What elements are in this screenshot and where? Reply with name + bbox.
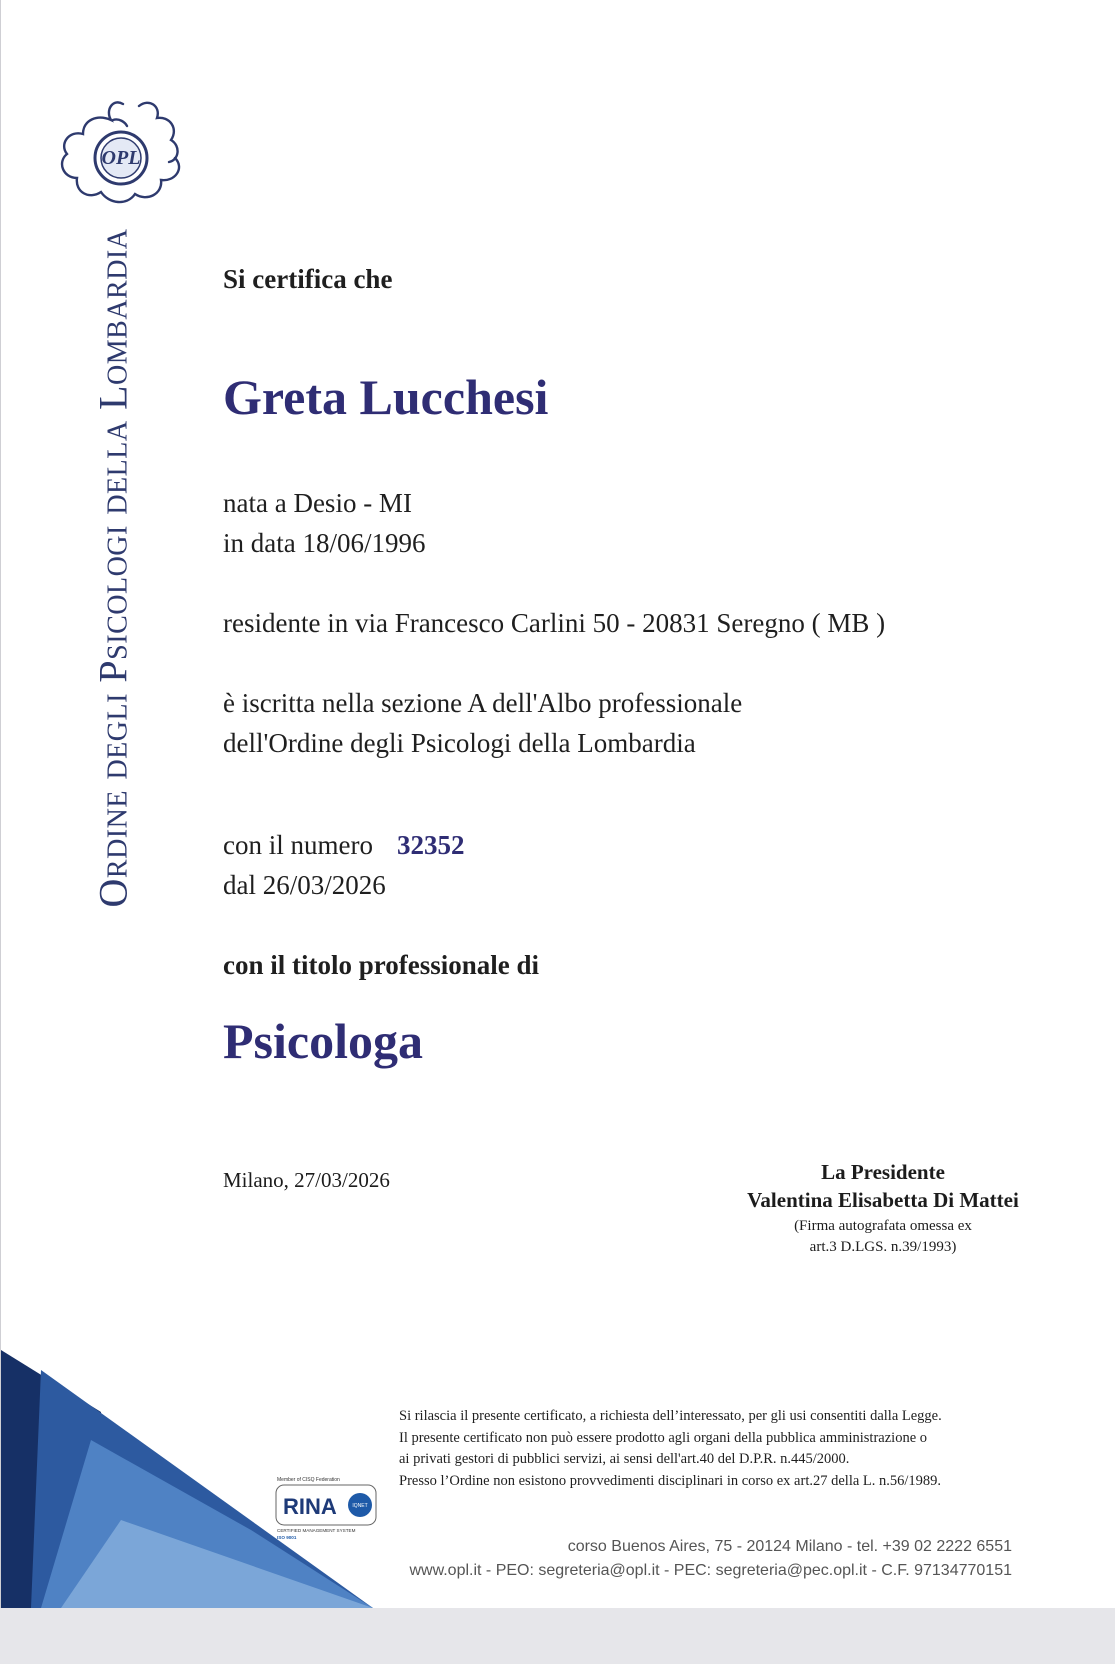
registration-line-1: è iscritta nella sezione A dell'Albo professionale xyxy=(223,688,743,718)
signatory-role: La Presidente xyxy=(821,1160,945,1184)
rina-standard: ISO 9001 xyxy=(277,1535,297,1540)
rina-certification-logo xyxy=(275,1474,379,1542)
logo-text: OPL xyxy=(101,147,141,169)
opl-logo-icon xyxy=(53,96,191,214)
professional-title: Psicologa xyxy=(223,1013,423,1069)
signature-block xyxy=(713,1158,1053,1258)
legal-note: Presso l’Ordine non esistono provvedimenti disciplinari in corso ex art.27 della L. n.56/1989. xyxy=(399,1472,942,1489)
birth-place: nata a Desio - MI xyxy=(223,488,412,518)
registration-line-2: dell'Ordine degli Psicologi della Lombardia xyxy=(223,728,696,758)
rina-mark: RINA xyxy=(283,1494,337,1519)
number-label: con il numero xyxy=(223,830,373,860)
registration-number: 32352 xyxy=(396,830,465,860)
legal-note: Il presente certificato non può essere prodotto agli organi della pubblica amministrazione o xyxy=(399,1429,928,1446)
rina-bottom-text: CERTIFIED MANAGEMENT SYSTEM xyxy=(277,1528,356,1533)
registration-since: dal 26/03/2026 xyxy=(223,870,386,900)
holder-name: Greta Lucchesi xyxy=(223,369,549,425)
place-date: Milano, 27/03/2026 xyxy=(223,1168,390,1192)
legal-note: Si rilascia il presente certificato, a richiesta dell’interessato, per gli usi consentiti dalla Legge. xyxy=(399,1408,942,1424)
number-row xyxy=(223,830,464,861)
address-line-1: corso Buenos Aires, 75 - 20124 Milano - tel. +39 02 2222 6551 xyxy=(567,1538,1012,1555)
signatory-name: Valentina Elisabetta Di Mattei xyxy=(747,1188,1019,1212)
legal-notes xyxy=(399,1406,1099,1492)
intro-text: Si certifica che xyxy=(223,264,393,294)
iqnet-badge: IQNET xyxy=(352,1503,368,1509)
title-label: con il titolo professionale di xyxy=(223,950,540,980)
birth-date: in data 18/06/1996 xyxy=(223,528,426,558)
rina-top-text: Member of CISQ Federation xyxy=(277,1477,340,1483)
legal-note: ai privati gestori di pubblici servizi, ai sensi dell'art.40 del D.P.R. n.445/2000. xyxy=(399,1451,850,1467)
residence: residente in via Francesco Carlini 50 - 20831 Seregno ( MB ) xyxy=(223,608,886,638)
organization-vertical-title: Ordine degli Psicologi della Lombardia xyxy=(90,228,136,908)
signature-note-1: (Firma autografata omessa ex xyxy=(794,1218,972,1234)
signature-note-2: art.3 D.LGS. n.39/1993) xyxy=(809,1239,957,1255)
address-line-2: www.opl.it - PEO: segreteria@opl.it - PEC: segreteria@pec.opl.it - C.F. 97134770151 xyxy=(409,1562,1012,1579)
